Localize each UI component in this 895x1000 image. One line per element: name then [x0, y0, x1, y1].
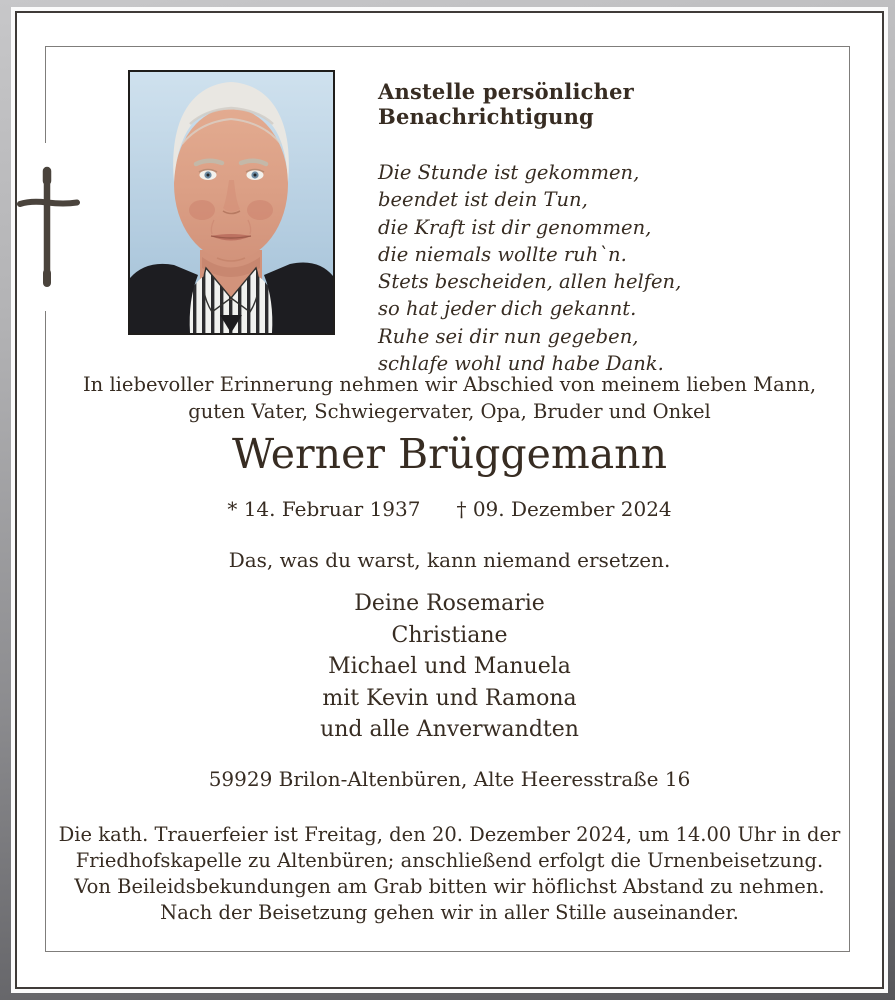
poem-line: Ruhe sei dir nun gegeben,: [378, 324, 639, 348]
notice-header: Anstelle persönlicher Benachrichtigung: [378, 79, 634, 129]
memorial-intro: [17, 371, 882, 425]
notice-header-column: [378, 79, 848, 377]
poem-line: die Kraft ist dir genommen,: [378, 215, 652, 239]
mourner-line: und alle Anverwandten: [320, 717, 579, 742]
mourner-line: Deine Rosemarie: [354, 591, 545, 616]
mourners-list: [17, 588, 882, 746]
poem-line: schlafe wohl und habe Dank.: [378, 352, 664, 376]
death-date: † 09. Dezember 2024: [456, 497, 672, 521]
mourner-line: mit Kevin und Ramona: [322, 685, 577, 711]
obituary-card: [15, 11, 884, 989]
address: 59929 Brilon-Altenbüren, Alte Heeresstraße 16: [208, 767, 691, 791]
funeral-line: Die kath. Trauerfeier ist Freitag, den 20. Dezember 2024, um 14.00 Uhr in der: [58, 823, 841, 846]
poem-line: Stets bescheiden, allen helfen,: [378, 270, 682, 294]
portrait-photo: [128, 70, 335, 335]
mourner-line: Michael und Manuela: [328, 654, 571, 679]
poem-line: die niemals wollte ruh`n.: [378, 242, 627, 266]
funeral-line: Friedhofskapelle zu Altenbüren; anschließend erfolgt die Urnenbeisetzung.: [75, 849, 824, 872]
epitaph: Das, was du warst, kann niemand ersetzen.: [228, 548, 671, 572]
poem: [378, 159, 848, 377]
cross-icon: [17, 165, 81, 289]
intro-line: In liebevoller Erinnerung nehmen wir Abschied von meinem lieben Mann,: [82, 373, 817, 396]
funeral-line: Von Beileidsbekundungen am Grab bitten wir höflichst Abstand zu nehmen.: [74, 875, 825, 898]
funeral-information: [17, 822, 882, 926]
deceased-name: Werner Brüggemann: [232, 430, 667, 478]
birth-date: * 14. Februar 1937: [227, 497, 421, 521]
intro-line: guten Vater, Schwiegervater, Opa, Bruder und Onkel: [188, 400, 711, 423]
poem-line: Die Stunde ist gekommen,: [378, 161, 640, 184]
mourner-line: Christiane: [391, 622, 508, 648]
poem-line: beendet ist dein Tun,: [378, 188, 588, 212]
life-dates: [17, 497, 882, 521]
poem-line: so hat jeder dich gekannt.: [378, 297, 637, 321]
funeral-line: Nach der Beisetzung gehen wir in aller Stille auseinander.: [160, 901, 739, 924]
